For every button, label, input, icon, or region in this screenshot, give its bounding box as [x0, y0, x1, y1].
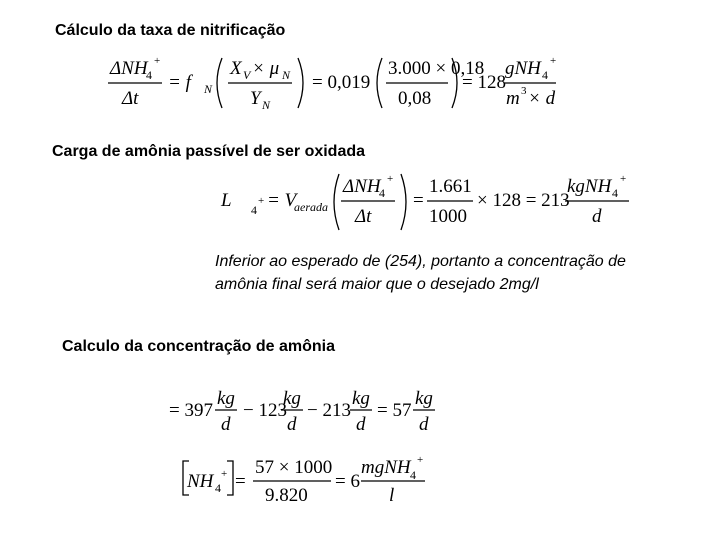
- eq3-d-2: d: [287, 414, 297, 435]
- eq2-denominator: 1000: [429, 206, 467, 227]
- eq1-unit-times-d: × d: [528, 88, 556, 109]
- eq3-kg-4: kg: [415, 388, 433, 409]
- note-line-2: amônia final será maior que o desejado 2mg/l: [215, 276, 539, 293]
- eq1-dt: Δt: [122, 88, 139, 109]
- eq4-nh: NH: [187, 471, 214, 492]
- eq1-numerator: 3.000 × 0,18: [388, 58, 485, 79]
- eq1-denominator: 0,08: [398, 88, 432, 109]
- note-line-1: Inferior ao esperado de (254), portanto a concentração de: [215, 253, 626, 270]
- eq2-sub-plus: +: [258, 195, 265, 207]
- eq1-yn: Y: [250, 88, 261, 109]
- eq2-L: L: [221, 190, 232, 211]
- eq2-delta-nh4: ΔNH: [343, 176, 381, 197]
- equation-nitrification-rate: [100, 52, 560, 112]
- eq3-d-4: d: [419, 414, 429, 435]
- equation-final-concentration: [175, 455, 435, 511]
- eq3-d-1: d: [221, 414, 231, 435]
- eq2-eq: =: [413, 190, 424, 211]
- eq1-delta-nh4: ΔNH: [110, 58, 148, 79]
- eq3-kg-1: kg: [217, 388, 235, 409]
- eq2-sub-aerada: aerada: [294, 200, 328, 214]
- eq3-term-57: = 57: [377, 400, 412, 421]
- eq4-result: = 6: [335, 471, 360, 492]
- eq2-dt: Δt: [355, 206, 372, 227]
- eq1-unit-sup-plus: +: [550, 55, 557, 67]
- eq3-kg-2: kg: [283, 388, 301, 409]
- heading-ammonia-load: Carga de amônia passível de ser oxidada: [52, 143, 366, 160]
- eq4-denominator: 9.820: [265, 485, 308, 506]
- eq4-numerator: 57 × 1000: [255, 457, 333, 478]
- eq2-times-result: × 128 = 213: [477, 190, 570, 211]
- eq2-unit-sup-plus: +: [620, 173, 627, 185]
- conclusion-note: [215, 250, 695, 296]
- eq1-xv: X: [230, 58, 242, 79]
- eq4-sub-4: 4: [215, 481, 221, 495]
- eq4-unit-sub-4: 4: [410, 468, 416, 482]
- eq3-term-213: − 213: [307, 400, 351, 421]
- eq1-sub-n3: N: [262, 98, 271, 112]
- eq1-result: = 128: [462, 72, 506, 93]
- eq4-unit-sup-plus: +: [417, 454, 424, 466]
- eq2-unit-d: d: [592, 206, 602, 227]
- eq1-sub-n: N: [204, 82, 213, 96]
- heading-nitrification-rate: Cálculo da taxa de nitrificação: [55, 22, 286, 39]
- eq1-times-mu: × μ: [252, 58, 280, 79]
- eq3-term-123: − 123: [243, 400, 287, 421]
- eq3-d-3: d: [356, 414, 366, 435]
- eq2-unit-numerator: kgNH: [567, 176, 612, 197]
- eq1-sub-4: 4: [146, 68, 152, 82]
- eq2-numerator: 1.661: [429, 176, 472, 197]
- eq1-unit-sub-4: 4: [542, 68, 548, 82]
- eq1-sub-v: V: [243, 68, 251, 82]
- eq1-sub-n2: N: [282, 68, 291, 82]
- eq2-unit-sub-4: 4: [612, 186, 618, 200]
- eq2-sub-4: 4: [251, 203, 257, 217]
- eq1-unit-m: m: [506, 88, 520, 109]
- eq3-term-397: = 397: [169, 400, 213, 421]
- eq1-sup-plus: +: [154, 55, 161, 67]
- equation-ammonia-balance: [165, 388, 445, 440]
- equation-ammonia-load: [215, 170, 655, 232]
- eq4-unit-numerator: mgNH: [361, 457, 411, 478]
- eq1-unit-numerator: gNH: [505, 58, 541, 79]
- eq1-unit-sup-3: 3: [521, 85, 527, 97]
- eq2-num-sub-4: 4: [379, 186, 385, 200]
- eq3-kg-3: kg: [352, 388, 370, 409]
- eq1-eq-f: = f: [168, 72, 191, 93]
- eq4-eq: =: [235, 471, 246, 492]
- eq4-sup-plus: +: [221, 468, 228, 480]
- eq2-num-sup-plus: +: [387, 173, 394, 185]
- eq1-eq-value: = 0,019: [312, 72, 371, 93]
- heading-ammonia-concentration: Calculo da concentração de amônia: [62, 338, 335, 355]
- eq2-eq-v: = V: [267, 190, 297, 211]
- eq4-unit-l: l: [389, 485, 395, 506]
